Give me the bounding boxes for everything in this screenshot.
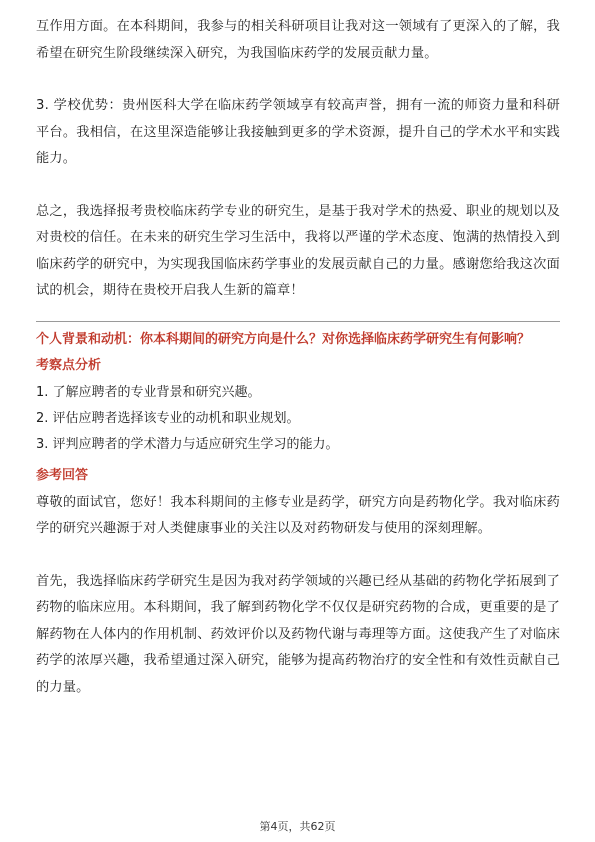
analysis-item-3: 3. 评判应聘者的学术潜力与适应研究生学习的能力。: [36, 436, 339, 452]
spacer: [36, 173, 560, 199]
document-page: [36, 14, 560, 701]
answer-heading: 参考回答: [36, 467, 89, 483]
section-divider: [36, 321, 560, 322]
page-number: 第4页，共62页: [259, 820, 336, 833]
question-title: 个人背景和动机：你本科期间的研究方向是什么？对你选择临床药学研究生有何影响？: [36, 331, 531, 347]
analysis-item-1: 1. 了解应聘者的专业背景和研究兴趣。: [36, 384, 261, 400]
spacer: [36, 67, 560, 93]
analysis-item-2: 2. 评估应聘者选择该专业的动机和职业规划。: [36, 410, 300, 426]
intro-paragraph-1: 互作用方面。在本科期间，我参与的相关科研项目让我对这一领域有了更深入的了解，我希望在研究生阶段继续深入研究，为我国临床药学的发展贡献力量。: [36, 19, 560, 61]
intro-paragraph-3: 总之，我选择报考贵校临床药学专业的研究生，是基于我对学术的热爱、职业的规划以及对贵校的信任。在未来的研究生学习生活中，我将以严谨的学术态度、饱满的热情投入到临床药学的研究中，为实现我国临床药学事业的发展贡献自己的力量。感谢您给我这次面试的机会，期待在贵校开启我人生新的篇章！: [36, 203, 560, 298]
intro-paragraph-2: 3. 学校优势：贵州医科大学在临床药学领域享有较高声誉，拥有一流的师资力量和科研平台。我相信，在这里深造能够让我接触到更多的学术资源，提升自己的学术水平和实践能力。: [36, 98, 560, 166]
answer-paragraph-2: 首先，我选择临床药学研究生是因为我对药学领域的兴趣已经从基础的药物化学拓展到了药物的临床应用。本科期间，我了解到药物化学不仅仅是研究药物的合成，更重要的是了解药物在人体内的作用机制、药效评价以及药物代谢与毒理等方面。这使我产生了对临床药学的浓厚兴趣，我希望通过深入研究，能够为提高药物治疗的安全性和有效性贡献自己的力量。: [36, 573, 560, 695]
analysis-heading: 考察点分析: [36, 357, 102, 373]
spacer: [36, 543, 560, 569]
answer-paragraph-1: 尊敬的面试官，您好！我本科期间的主修专业是药学，研究方向是药物化学。我对临床药学的研究兴趣源于对人类健康事业的关注以及对药物研发与使用的深刻理解。: [36, 494, 560, 536]
